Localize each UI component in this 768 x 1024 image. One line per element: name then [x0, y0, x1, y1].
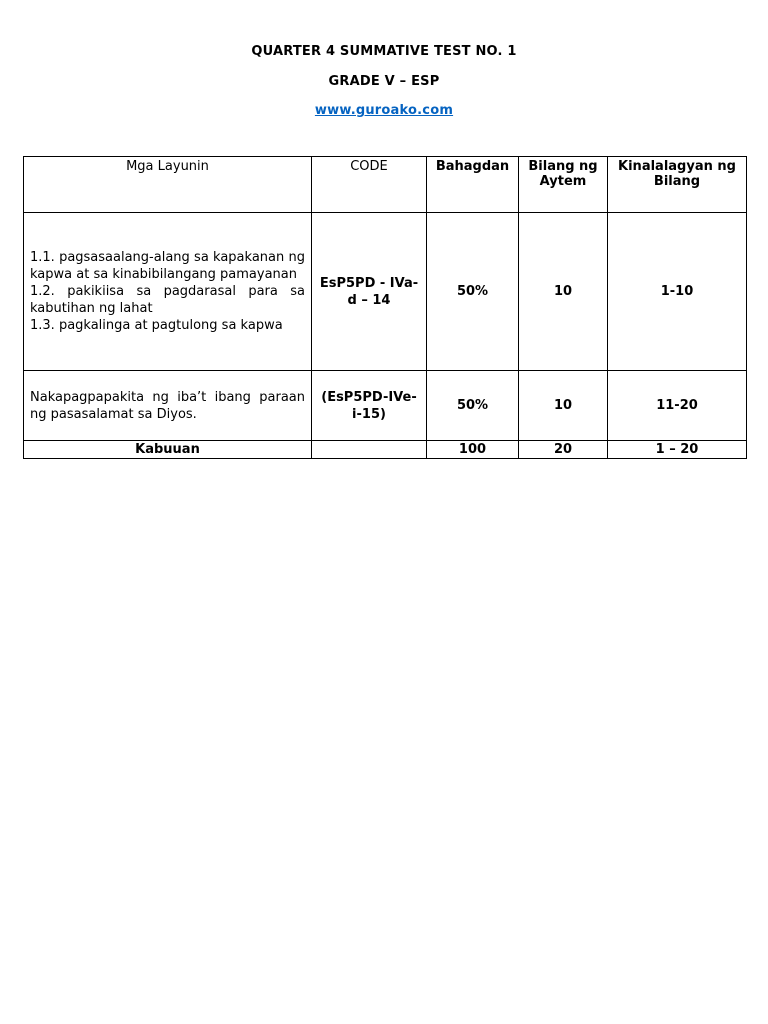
objective-item: 1.2. pakikiisa sa pagdarasal para sa kabutihan ng lahat	[30, 284, 305, 316]
table-header-row	[24, 157, 747, 213]
total-placement-cell: 1 – 20	[608, 441, 747, 459]
total-percent-cell: 100	[427, 441, 519, 459]
grade-subject: GRADE V – ESP	[328, 74, 440, 89]
table-row	[24, 213, 747, 371]
table-row	[24, 371, 747, 441]
code-cell: EsP5PD - IVa-d – 14	[312, 213, 427, 371]
items-cell: 10	[519, 213, 608, 371]
total-code-cell	[312, 441, 427, 459]
column-header-placement: Kinalalagyan ng Bilang	[608, 157, 747, 213]
placement-cell: 1-10	[608, 213, 747, 371]
percent-cell: 50%	[427, 371, 519, 441]
objectives-cell	[24, 213, 312, 371]
column-header-items: Bilang ng Aytem	[519, 157, 608, 213]
code-cell: (EsP5PD-IVe-i-15)	[312, 371, 427, 441]
column-header-objectives: Mga Layunin	[24, 157, 312, 213]
table-of-specifications	[23, 156, 747, 459]
items-cell: 10	[519, 371, 608, 441]
website-line	[0, 103, 768, 118]
objective-item: Nakapagpapakita ng iba’t ibang paraan ng pasasalamat sa Diyos.	[30, 389, 305, 422]
total-items-cell: 20	[519, 441, 608, 459]
total-label: Kabuuan	[24, 441, 312, 459]
objective-item: 1.1. pagsasaalang-alang sa kapakanan ng kapwa at sa kinabibilangang pamayanan	[30, 250, 305, 282]
website-link[interactable]: www.guroako.com	[314, 103, 454, 118]
total-row	[24, 441, 747, 459]
test-title: QUARTER 4 SUMMATIVE TEST NO. 1	[251, 44, 517, 59]
objective-item: 1.3. pagkalinga at pagtulong sa kapwa	[30, 318, 283, 333]
column-header-percent: Bahagdan	[427, 157, 519, 213]
objectives-cell	[24, 371, 312, 441]
placement-cell: 11-20	[608, 371, 747, 441]
percent-cell: 50%	[427, 213, 519, 371]
column-header-code: CODE	[312, 157, 427, 213]
